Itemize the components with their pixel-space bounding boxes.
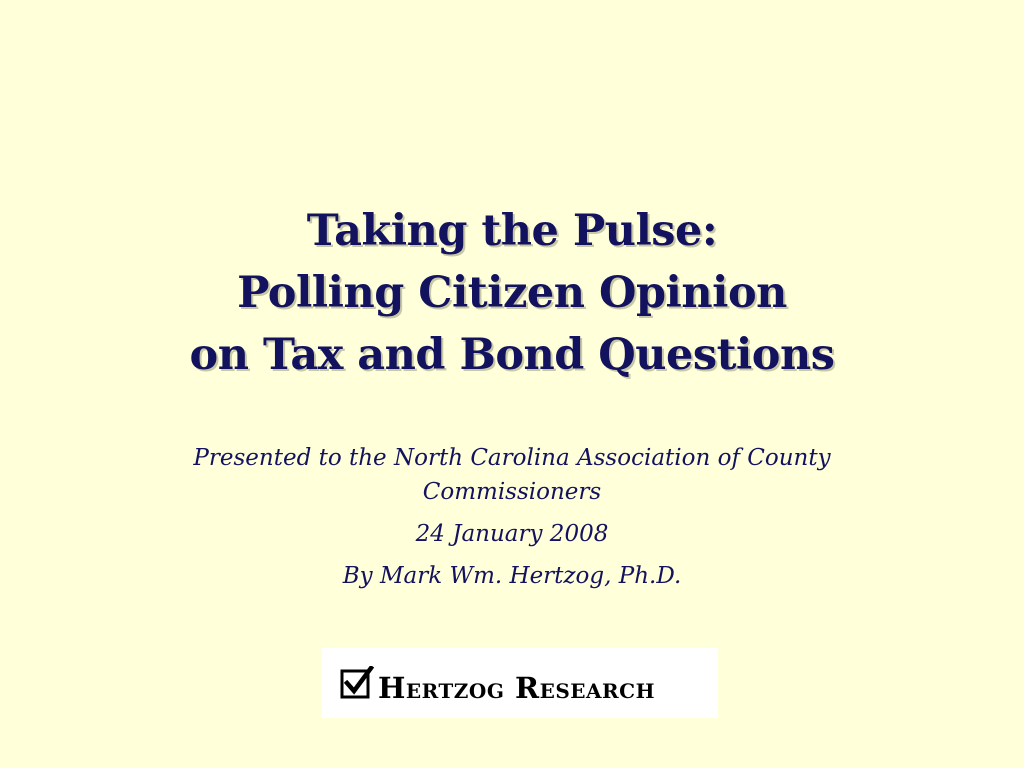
hertzog-research-logo bbox=[322, 648, 718, 718]
slide-title bbox=[0, 200, 1024, 386]
slide-subtitle bbox=[0, 441, 1024, 593]
title-line-3: on Tax and Bond Questions bbox=[189, 330, 835, 380]
title-line-1: Taking the Pulse: bbox=[306, 206, 718, 256]
checkbox-checkmark-icon bbox=[340, 666, 370, 696]
logo-text: Hertzog Research bbox=[378, 671, 655, 705]
presentation-date: 24 January 2008 bbox=[415, 521, 609, 547]
title-line-2: Polling Citizen Opinion bbox=[237, 268, 787, 318]
presented-to-text: Presented to the North Carolina Association of County Commissioners bbox=[193, 445, 831, 505]
author-text: By Mark Wm. Hertzog, Ph.D. bbox=[342, 563, 682, 589]
